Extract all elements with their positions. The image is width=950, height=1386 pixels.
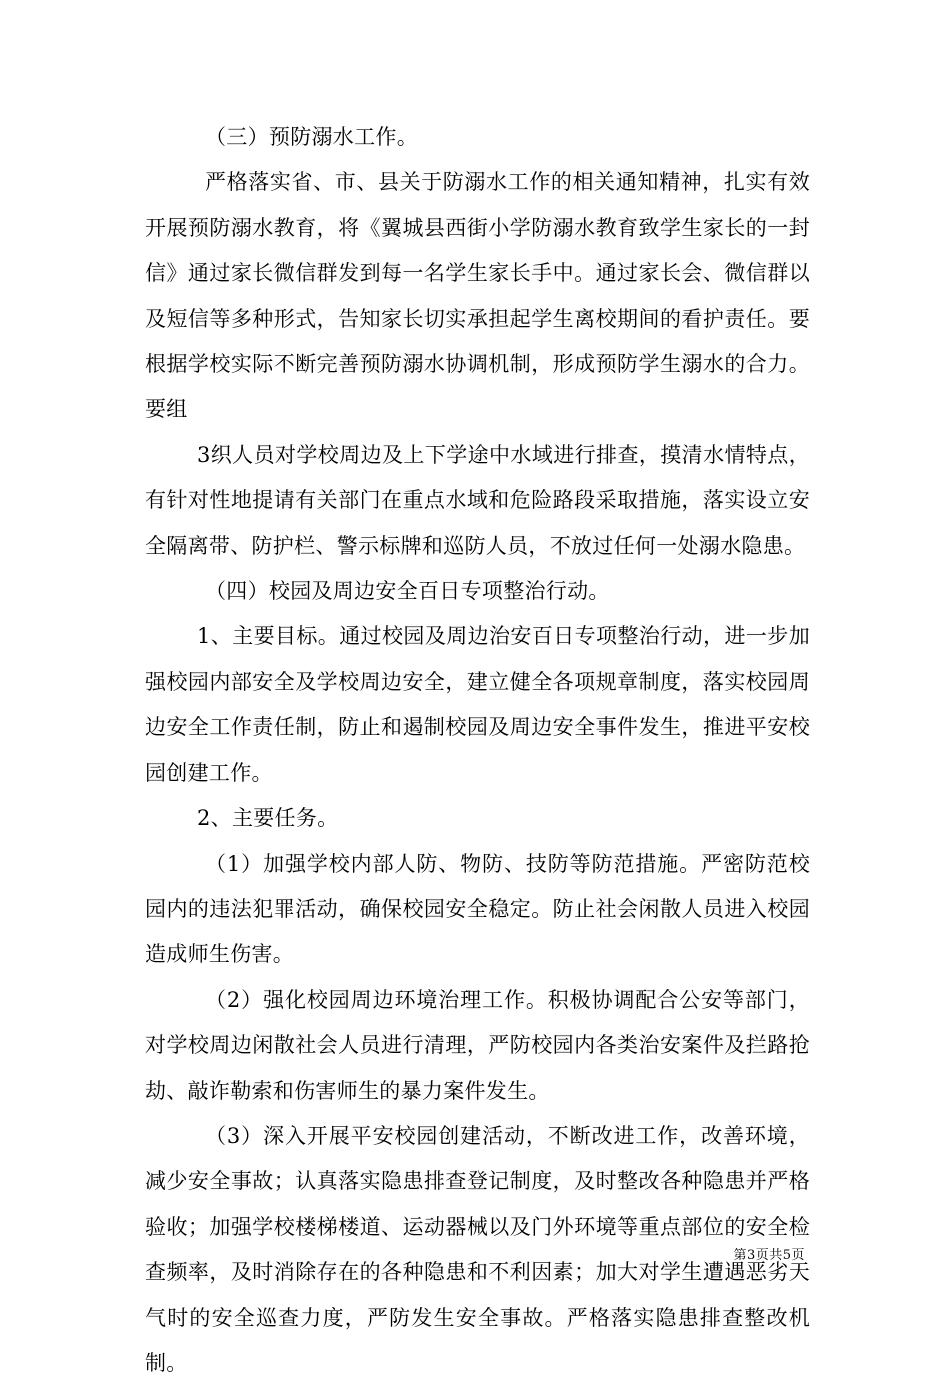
document-body [145, 115, 810, 1386]
paragraph: 2、主要任务。 [197, 806, 339, 831]
paragraph: 3织人员对学校周边及上下学途中水域进行排查，摸清水情特点，有针对性地提请有关部门在重点水域和危险路段采取措施，落实设立安全隔离带、防护栏、警示标牌和巡防人员，不放过任何一处溺水隐患。 [145, 442, 810, 558]
paragraph: 严格落实省、市、县关于防溺水工作的相关通知精神，扎实有效开展预防溺水教育，将《翼城县西街小学防溺水教育致学生家长的一封信》通过家长微信群发到每一名学生家长手中。通过家长会、微信群以及短信等多种形式，告知家长切实承担起学生离校期间的看护责任。要根据学校实际不断完善预防溺水协调机制，形成预防学生溺水的合力。要组 [145, 170, 810, 422]
section-heading-drowning-prevention: （三）预防溺水工作。 [205, 125, 418, 149]
paragraph: 1、主要目标。通过校园及周边治安百日专项整治行动，进一步加强校园内部安全及学校周边安全，建立健全各项规章制度，落实校园周边安全工作责任制，防止和遏制校园及周边安全事件发生，推进平安校园创建工作。 [145, 624, 810, 785]
paragraph: （3）深入开展平安校园创建活动，不断改进工作，改善环境，减少安全事故；认真落实隐患排查登记制度，及时整改各种隐患并严格验收；加强学校楼梯楼道、运动器械以及门外环境等重点部位的安全检查频率，及时消除存在的各种隐患和不利因素；加大对学生遭遇恶劣天气时的安全巡查力度，严防发生安全事故。严格落实隐患排查整改机制。 [145, 1123, 810, 1375]
paragraph: （2）强化校园周边环境治理工作。积极协调配合公安等部门，对学校周边闲散社会人员进行清理，严防校园内各类治安案件及拦路抢劫、敲诈勒索和伤害师生的暴力案件发生。 [145, 987, 810, 1103]
paragraph: （1）加强学校内部人防、物防、技防等防范措施。严密防范校园内的违法犯罪活动，确保校园安全稳定。防止社会闲散人员进入校园造成师生伤害。 [145, 851, 810, 967]
section-heading-campus-safety: （四）校园及周边安全百日专项整治行动。 [205, 579, 610, 604]
page-number-footer: 第3页共5页 [733, 1248, 805, 1263]
